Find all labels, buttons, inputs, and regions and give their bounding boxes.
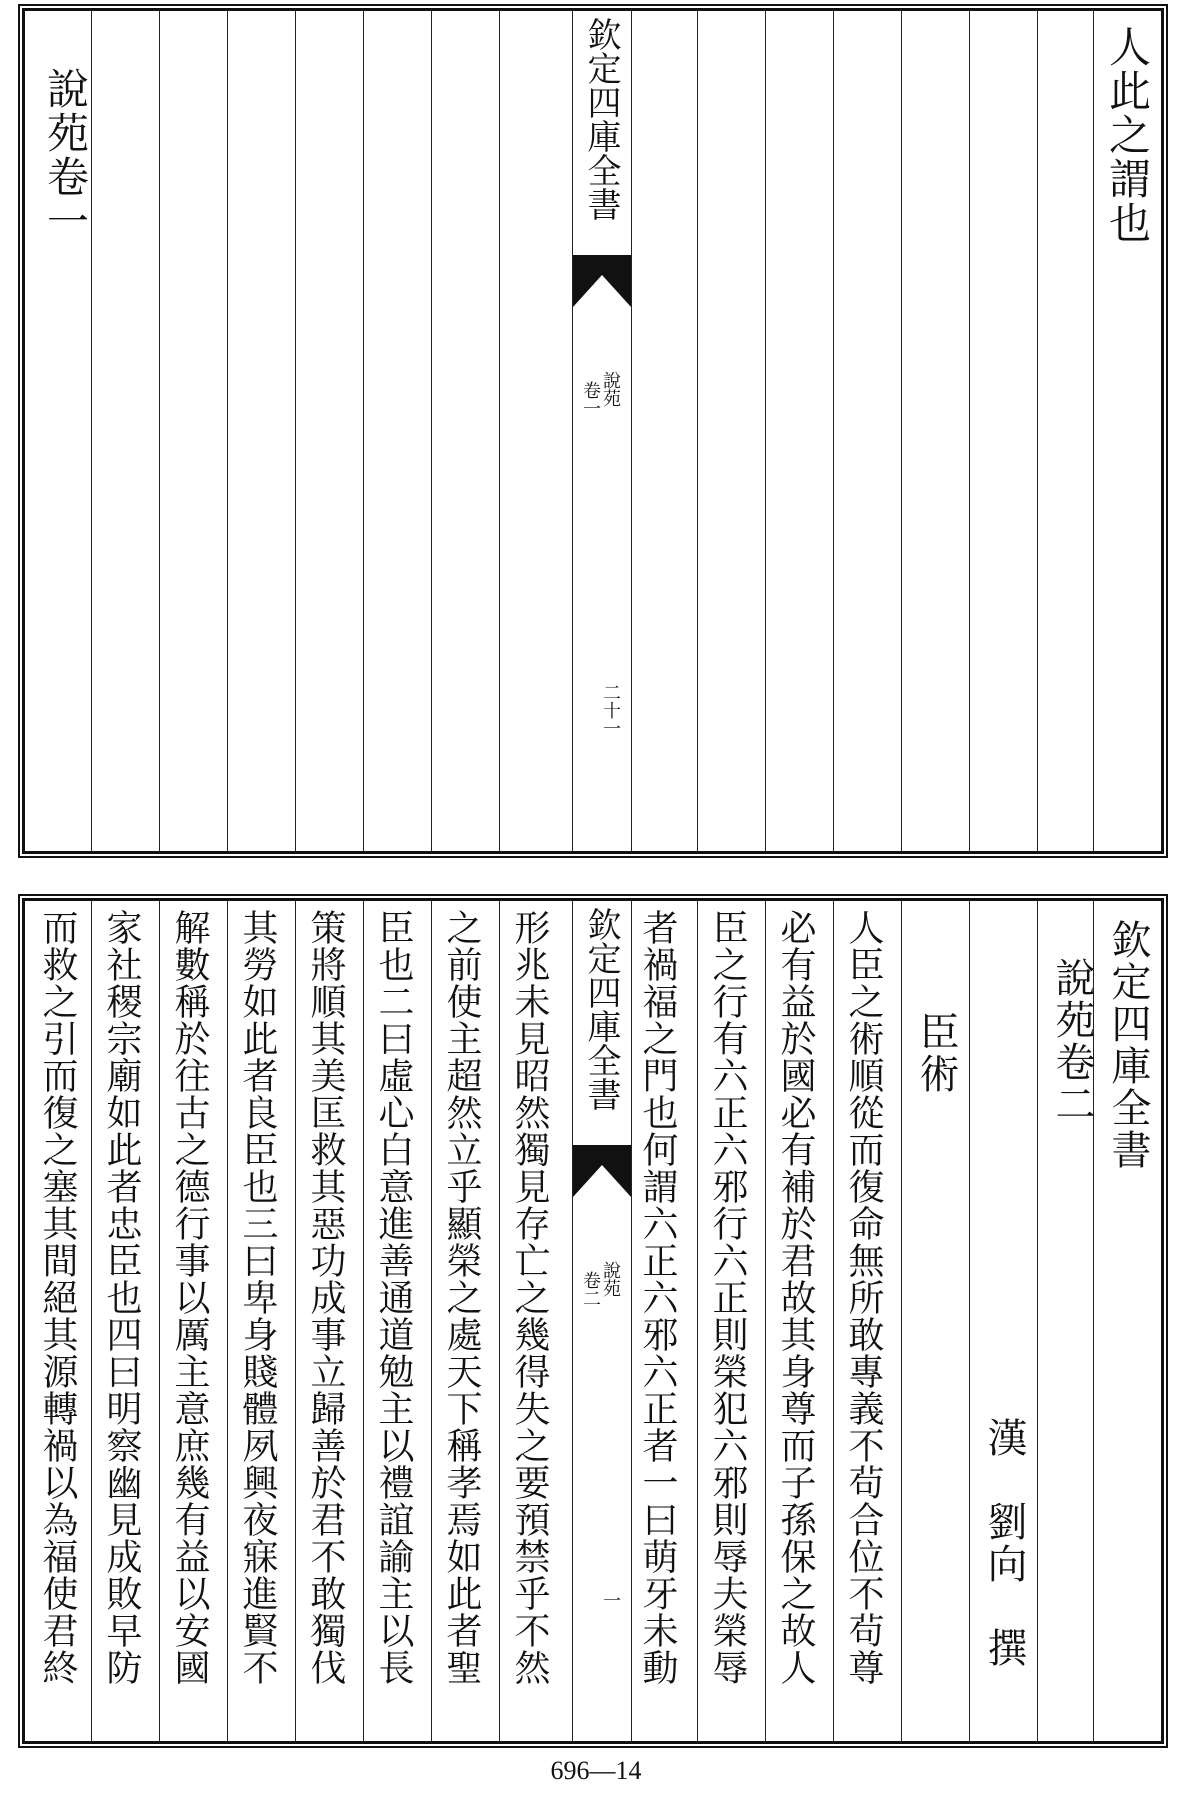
volume-label: 卷二 (580, 1271, 601, 1307)
column-rule (227, 11, 228, 851)
text-column: 解數稱於往古之德行事以厲主意庶幾有益以安國 (169, 909, 210, 1686)
text-column: 人此之謂也 (1103, 25, 1152, 245)
column-rule (363, 11, 364, 851)
book-title: 說苑 (600, 371, 621, 407)
column-rule (901, 901, 902, 1741)
bottom-page-panel (22, 898, 1164, 1744)
collection-title: 欽定四庫全書 (581, 907, 621, 1111)
book-title: 說苑 (600, 1261, 621, 1297)
text-column: 臣也二曰虛心白意進善通道勉主以禮誼諭主以長 (373, 909, 414, 1686)
page-number: 696—14 (550, 1756, 642, 1785)
fishtail-mark-icon (573, 1145, 631, 1197)
top-page-panel (22, 8, 1164, 854)
text-column: 者禍福之門也何謂六正六邪六正者一曰萌牙未動 (637, 909, 678, 1686)
center-fold-column (572, 901, 632, 1741)
text-column: 而救之引而復之塞其間絕其源轉禍以為福使君終 (37, 909, 78, 1686)
column-rule (363, 901, 364, 1741)
column-rule (833, 11, 834, 851)
text-column: 人臣之術順從而復命無所敢專義不茍合位不茍尊 (843, 909, 884, 1686)
column-rule (295, 901, 296, 1741)
column-rule (1093, 11, 1094, 851)
text-column: 臣之行有六正六邪行六正則榮犯六邪則辱夫榮辱 (707, 909, 748, 1686)
chapter-end-label: 說苑卷一 (41, 67, 90, 243)
column-rule (833, 901, 834, 1741)
column-rule (431, 11, 432, 851)
leaf-number: 二十一 (600, 683, 621, 737)
text-column: 必有益於國必有補於君故其身尊而子孫保之故人 (775, 909, 816, 1686)
column-rule (969, 11, 970, 851)
collection-title: 欽定四庫全書 (581, 17, 621, 221)
column-rule (697, 11, 698, 851)
column-rule (431, 901, 432, 1741)
column-rule (1037, 11, 1038, 851)
column-rule (295, 11, 296, 851)
collection-heading: 欽定四庫全書 (1105, 919, 1151, 1171)
center-fold-column (572, 11, 632, 851)
volume-label: 卷一 (580, 381, 601, 417)
author-line: 漢 劉向 撰 (981, 1417, 1027, 1669)
column-rule (499, 11, 500, 851)
text-column: 其勞如此者良臣也三曰卑身賤體夙興夜寐進賢不 (237, 909, 278, 1686)
column-rule (901, 11, 902, 851)
column-rule (499, 901, 500, 1741)
column-rule (765, 11, 766, 851)
text-column: 形兆未見昭然獨見存亡之幾得失之要預禁乎不然 (509, 909, 550, 1686)
chapter-title: 說苑卷二 (1049, 957, 1095, 1125)
column-rule (159, 901, 160, 1741)
column-rule (765, 901, 766, 1741)
text-column: 之前使主超然立乎顯榮之處天下稱孝焉如此者聖 (441, 909, 482, 1686)
fishtail-mark-icon (573, 255, 631, 307)
column-rule (91, 901, 92, 1741)
leaf-number: 一 (600, 1591, 621, 1609)
column-rule (227, 901, 228, 1741)
column-rule (159, 11, 160, 851)
text-column: 家社稷宗廟如此者忠臣也四曰明察幽見成敗早防 (101, 909, 142, 1686)
section-heading: 臣術 (913, 1011, 959, 1095)
column-rule (697, 901, 698, 1741)
text-column: 策將順其美匡救其惡功成事立歸善於君不敢獨伐 (305, 909, 346, 1686)
column-rule (969, 901, 970, 1741)
column-rule (1037, 901, 1038, 1741)
